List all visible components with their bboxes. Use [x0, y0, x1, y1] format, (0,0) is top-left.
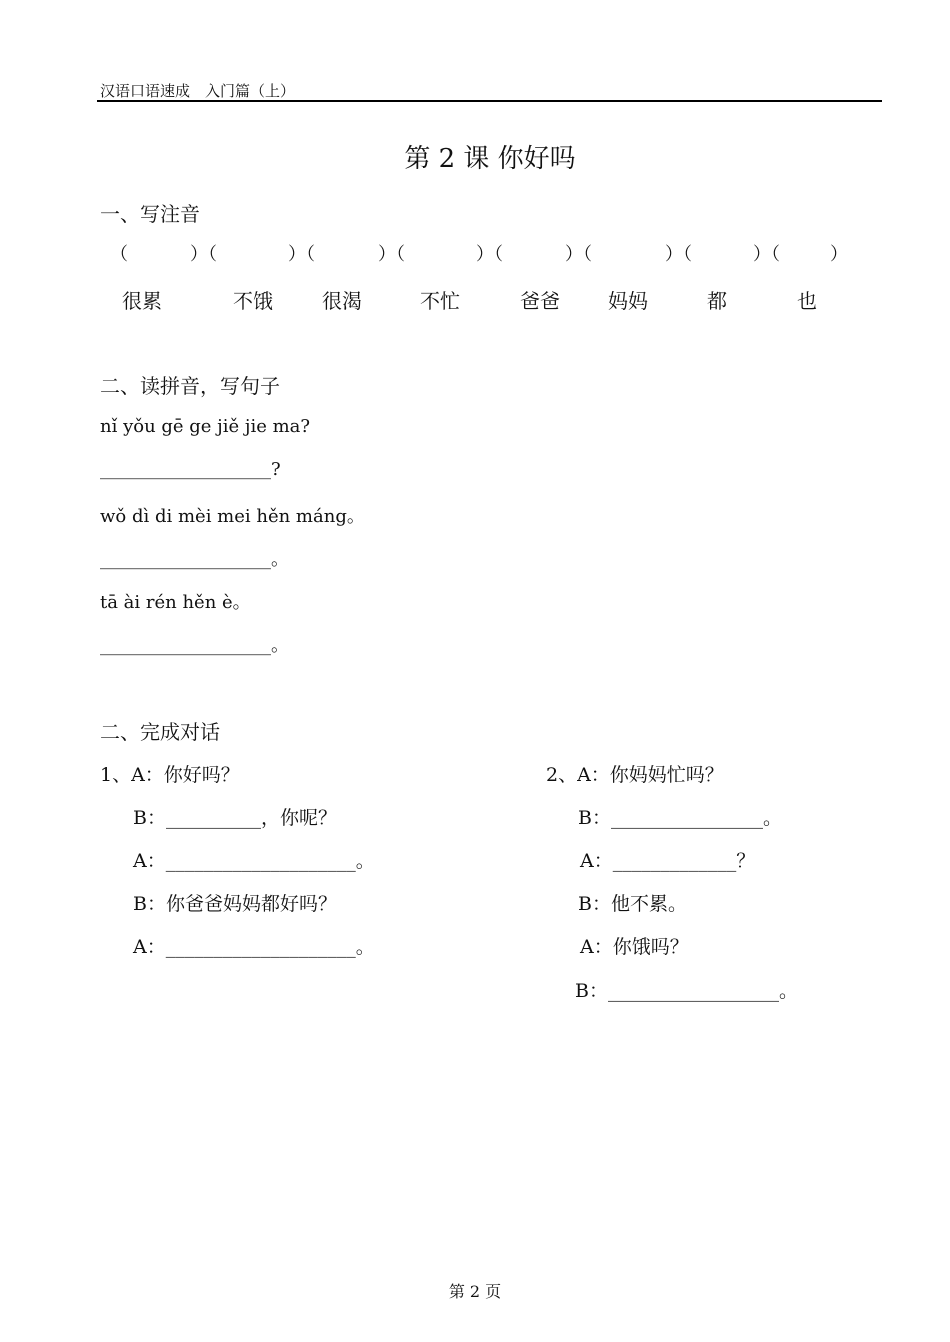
dialog-2-line-4: B：他不累。 — [578, 893, 687, 915]
dialog-2-line-3: A：_____________？ — [580, 850, 756, 872]
word-6: 都 — [707, 289, 727, 313]
answer-blank-2: ___________________。 — [100, 549, 289, 570]
dialog-2-line-5: A：你饿吗？ — [580, 936, 689, 958]
paren-6: ）（ — [665, 244, 692, 265]
pinyin-line-2: wǒ dì di mèi mei hěn máng。 — [100, 506, 365, 527]
section-1-heading: 一、写注音 — [100, 202, 200, 226]
running-header: 汉语口语速成 入门篇（上） — [100, 82, 296, 100]
paren-5: ）（ — [565, 244, 592, 265]
paren-8: ） — [830, 244, 848, 265]
word-3: 不忙 — [420, 289, 460, 313]
dialog-1-line-5: A：____________________。 — [133, 936, 375, 958]
lesson-title: 第 2 课 你好吗 — [404, 144, 576, 174]
word-1: 不饿 — [233, 289, 273, 313]
paren-1: ）（ — [190, 244, 217, 265]
dialog-2-line-2: B：________________。 — [578, 807, 782, 829]
answer-blank-1: ___________________? — [100, 459, 281, 480]
dialog-1-line-1: 1、A：你好吗？ — [100, 764, 240, 786]
section-2-heading: 二、读拼音，写句子 — [100, 374, 280, 398]
dialog-2-line-6: B：__________________。 — [575, 980, 798, 1002]
paren-4: ）（ — [476, 244, 503, 265]
word-7: 也 — [797, 289, 817, 313]
dialog-2-line-1: 2、A：你妈妈忙吗？ — [546, 764, 724, 786]
page-number: 第 2 页 — [448, 1282, 502, 1301]
answer-blank-3: ___________________。 — [100, 635, 289, 656]
paren-7: ）（ — [753, 244, 780, 265]
paren-0: （ — [110, 244, 128, 265]
dialog-1-line-2: B：__________，你呢？ — [133, 807, 337, 829]
section-3-heading: 二、完成对话 — [100, 720, 220, 744]
word-5: 妈妈 — [608, 289, 648, 313]
pinyin-line-1: nǐ yǒu gē ge jiě jie ma? — [100, 416, 311, 437]
word-4: 爸爸 — [520, 289, 560, 313]
header-rule — [97, 100, 882, 102]
dialog-1-line-4: B：你爸爸妈妈都好吗？ — [133, 893, 337, 915]
paren-2: ）（ — [288, 244, 315, 265]
pinyin-line-3: tā ài rén hěn è。 — [100, 592, 251, 613]
word-0: 很累 — [122, 289, 162, 313]
dialog-1-line-3: A：____________________。 — [133, 850, 375, 872]
paren-3: ）（ — [378, 244, 405, 265]
word-2: 很渴 — [322, 289, 362, 313]
